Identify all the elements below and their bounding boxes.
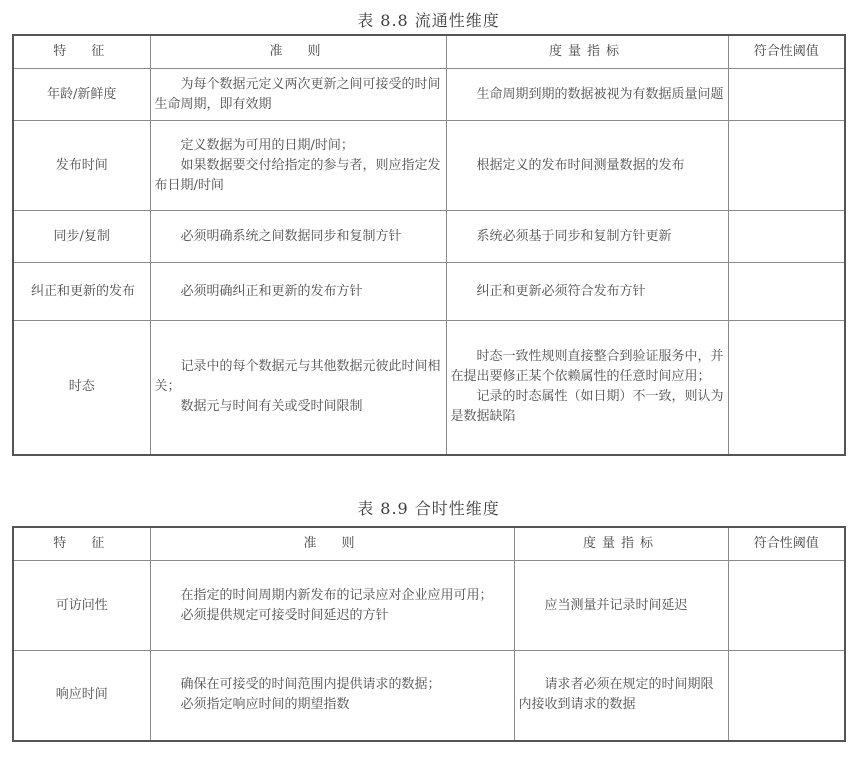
threshold-cell	[728, 69, 845, 121]
criteria-cell	[150, 321, 446, 455]
header-threshold: 符合性阈值	[728, 527, 845, 561]
header-metric: 度量指标	[514, 527, 728, 561]
feature-cell: 同步/复制	[13, 211, 150, 263]
metric-cell	[446, 211, 728, 263]
criteria-text: 定义数据为可用的日期/时间；	[180, 137, 354, 153]
criteria-text: 确保在可接受的时间范围内提供请求的数据；	[180, 677, 441, 693]
metric-cell	[446, 121, 728, 211]
criteria-cell	[150, 651, 514, 741]
header-metric: 度量指标	[446, 35, 728, 69]
metric-text: 纠正和更新必须符合发布方针	[476, 283, 646, 299]
metric-text: 生命周期到期的数据被视为有数据质量问题	[476, 86, 724, 102]
table-row	[13, 69, 845, 121]
table-row	[13, 211, 845, 263]
metric-text: 系统必须基于同步和复制方针更新	[476, 228, 672, 244]
metric-text: 记录的时态属性（如日期）不一致，则认为是数据缺陷	[450, 389, 724, 425]
feature-cell: 发布时间	[13, 121, 150, 211]
criteria-cell	[150, 211, 446, 263]
criteria-text: 必须明确纠正和更新的发布方针	[180, 283, 363, 299]
table-header-row	[13, 527, 845, 561]
header-feature: 特 征	[13, 35, 150, 69]
header-criteria: 准 则	[150, 35, 446, 69]
criteria-text: 在指定的时间周期内新发布的记录应对企业应用可用；	[180, 587, 493, 603]
table-row	[13, 561, 845, 651]
feature-cell: 可访问性	[13, 561, 150, 651]
metric-cell	[446, 321, 728, 455]
criteria-cell	[150, 263, 446, 321]
table-title-currency: 表 8.8 流通性维度	[357, 11, 500, 30]
feature-cell: 年龄/新鲜度	[13, 69, 150, 121]
threshold-cell	[728, 121, 845, 211]
table-row	[13, 321, 845, 455]
criteria-text: 数据元与时间有关或受时间限制	[180, 399, 363, 415]
metric-cell	[514, 651, 728, 741]
metric-text: 时态一致性规则直接整合到验证服务中，并在提出要修正某个依赖属性的任意时间应用；	[450, 349, 724, 385]
threshold-cell	[728, 211, 845, 263]
header-threshold: 符合性阈值	[728, 35, 845, 69]
criteria-text: 必须指定响应时间的期望指数	[180, 697, 350, 713]
threshold-cell	[728, 561, 845, 651]
feature-cell: 纠正和更新的发布	[13, 263, 150, 321]
table-row	[13, 263, 845, 321]
table-row	[13, 651, 845, 741]
criteria-cell	[150, 69, 446, 121]
metric-cell	[514, 561, 728, 651]
criteria-cell	[150, 121, 446, 211]
metric-text: 应当测量并记录时间延迟	[544, 597, 688, 613]
criteria-text: 如果数据要交付给指定的参与者，则应指定发布日期/时间	[154, 157, 441, 193]
feature-cell: 响应时间	[13, 651, 150, 741]
metric-cell	[446, 263, 728, 321]
threshold-cell	[728, 651, 845, 741]
header-criteria: 准 则	[150, 527, 514, 561]
metric-text: 请求者必须在规定的时间期限内接收到请求的数据	[518, 677, 714, 713]
header-feature: 特 征	[13, 527, 150, 561]
metric-text: 根据定义的发布时间测量数据的发布	[476, 157, 685, 173]
table-row	[13, 121, 845, 211]
threshold-cell	[728, 263, 845, 321]
table-title-timeliness: 表 8.9 合时性维度	[357, 499, 500, 518]
table-header-row	[13, 35, 845, 69]
criteria-text: 必须明确系统之间数据同步和复制方针	[180, 228, 402, 244]
timeliness-dimension-table	[12, 526, 846, 742]
criteria-text: 必须提供规定可接受时间延迟的方针	[180, 607, 389, 623]
feature-cell: 时态	[13, 321, 150, 455]
criteria-text: 记录中的每个数据元与其他数据元彼此时间相关；	[154, 359, 441, 395]
currency-dimension-table	[12, 34, 846, 456]
criteria-text: 为每个数据元定义两次更新之间可接受的时间生命周期，即有效期	[154, 76, 441, 112]
criteria-cell	[150, 561, 514, 651]
threshold-cell	[728, 321, 845, 455]
metric-cell	[446, 69, 728, 121]
